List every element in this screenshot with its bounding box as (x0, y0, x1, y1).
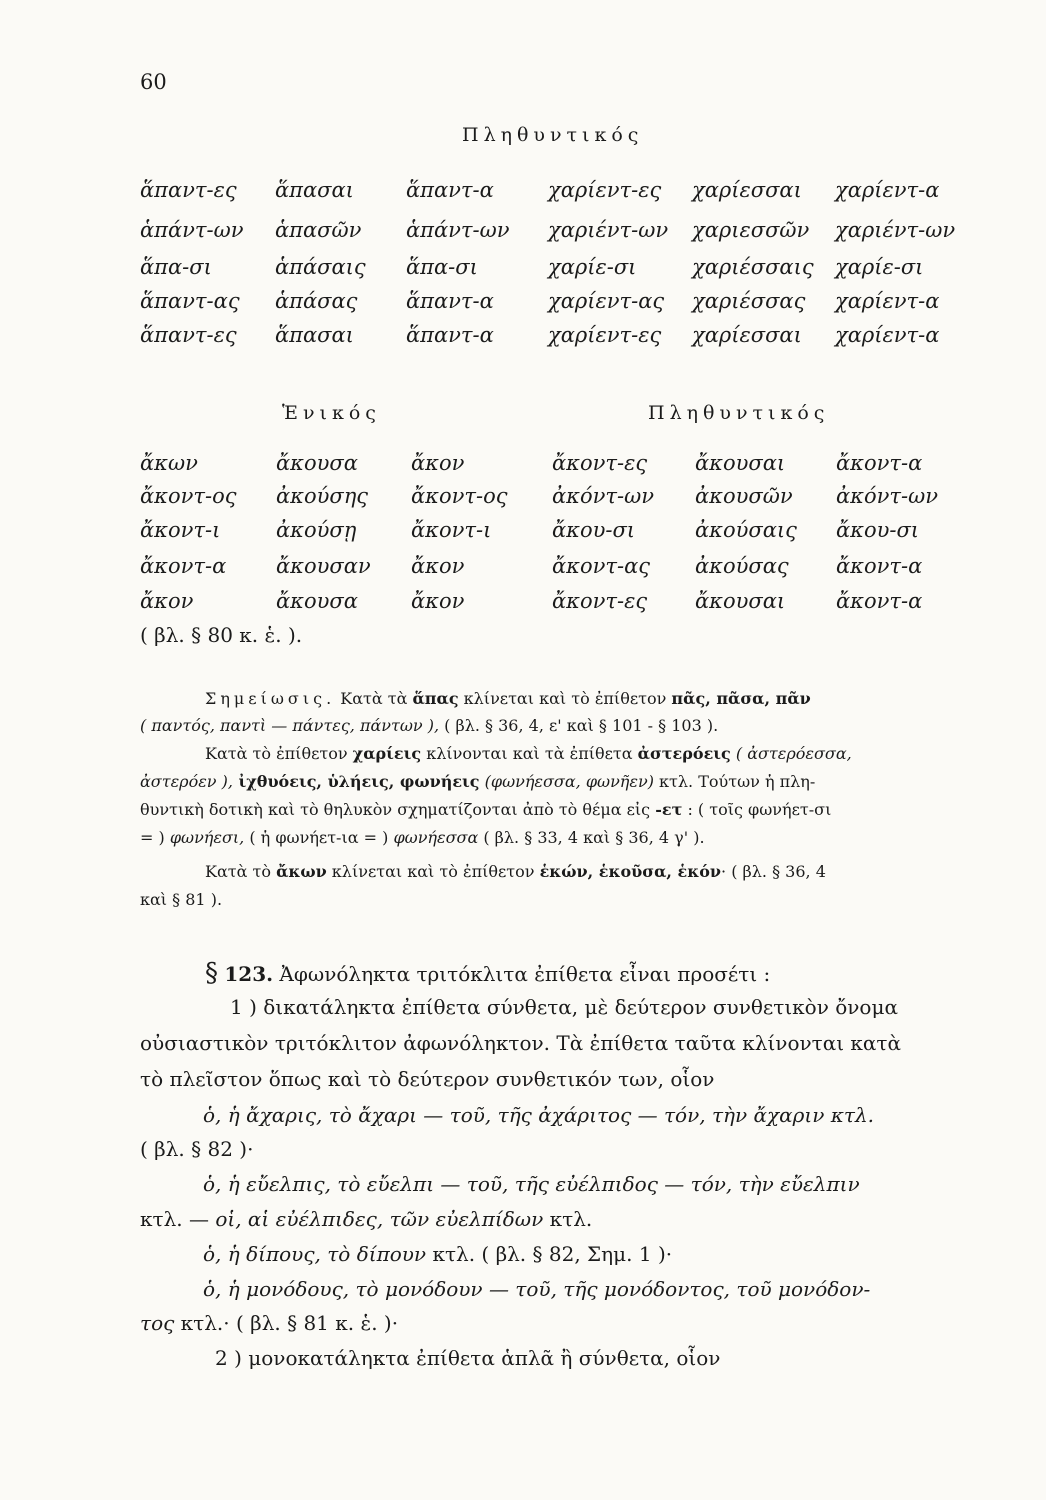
table-cell: ἅπα-σι (406, 255, 478, 279)
note-bold: πᾶς, πᾶσα, πᾶν (671, 689, 811, 708)
table-cell: χαριέσσαις (692, 255, 814, 279)
note-text: κλίνονται καὶ τὰ ἐπίθετα (421, 744, 638, 763)
note-text: ( βλ. § 33, 4 καὶ § 36, 4 γ' ). (478, 828, 705, 847)
table-cell: χαρίεντ-α (835, 178, 940, 202)
example-line: ὁ, ἡ εὔελπις, τὸ εὔελπι — τοῦ, τῆς εὐέλπιδος — τόν, τὴν εὔελπιν (203, 1172, 860, 1196)
note-bold: χαρίεις (352, 744, 422, 763)
table-cell: ἄκοντ-α (836, 451, 923, 475)
table-cell: ἄκου-σι (836, 518, 920, 542)
example-line: ὁ, ἡ μονόδους, τὸ μονόδουν — τοῦ, τῆς μονόδοντος, τοῦ μονόδον- (203, 1277, 871, 1301)
example-text: κτλ. ( βλ. § 82, Σημ. 1 )· (426, 1242, 673, 1266)
example-italic: ὁ, ἡ δίπους, τὸ δίπουν (203, 1242, 427, 1266)
note-italic: ( ἀστερόεσσα, (730, 744, 852, 763)
table-cell: ἅπα-σι (140, 255, 212, 279)
table-cell: ἅπαντ-ες (140, 178, 237, 202)
section-line: τὸ πλεῖστον ὅπως καὶ τὸ δεύτερον συνθετικόν των, οἷον (140, 1067, 715, 1091)
table-cell: ἅπαντ-α (406, 289, 494, 313)
table-cell: χαρίεσσαι (692, 323, 802, 347)
page-number: 60 (140, 70, 167, 94)
table-cell: ἄκοντ-ες (552, 451, 648, 475)
table2-reference: ( βλ. § 80 κ. ἑ. ). (140, 623, 303, 647)
table-cell: ἁπάντ-ων (140, 218, 244, 242)
note-text: : ( τοῖς φωνήετ-σι (682, 800, 832, 819)
table-cell: χαρίεντ-α (835, 323, 940, 347)
note-line (205, 744, 852, 763)
note-italic: (φωνήεσσα, φωνῆεν) (479, 772, 654, 791)
note-italic: φωνήεσσα (393, 828, 479, 847)
table-cell: ἄκοντ-α (836, 589, 923, 613)
table-cell: χαριεσσῶν (692, 218, 810, 242)
table-cell: ἅπαντ-α (406, 323, 494, 347)
table-cell: ἀκόντ-ων (552, 484, 654, 508)
table-cell: χαρίε-σι (835, 255, 924, 279)
table-cell: ἄκουσαι (695, 451, 786, 475)
table-cell: ἄκοντ-ι (140, 518, 221, 542)
table-cell: ἀκούσῃ (276, 518, 357, 542)
table-cell: ἅπαντ-ες (140, 323, 237, 347)
note-text: = ) (140, 828, 170, 847)
section-heading (205, 958, 770, 988)
note-bold: ἑκών, ἑκοῦσα, ἑκόν (539, 862, 722, 881)
note-italic: φωνήεσι, (169, 828, 245, 847)
note-line (140, 800, 831, 819)
section-line: οὐσιαστικὸν τριτόκλιτον ἀφωνόληκτον. Τὰ ἐπίθετα ταῦτα κλίνονται κατὰ (140, 1031, 902, 1055)
table2-heading-plural: Πληθυντικός (648, 402, 830, 424)
section-number: 123. (224, 962, 274, 986)
table-cell: ἀκούσαις (695, 518, 797, 542)
note-text: · ( βλ. § 36, 4 (721, 862, 826, 881)
table-cell: ἄκοντ-ος (140, 484, 237, 508)
table-cell: ἄκοντ-ος (411, 484, 508, 508)
table-cell: χαρίεντ-α (835, 289, 940, 313)
note-text: Κατὰ τὸ (205, 862, 277, 881)
note-line: καὶ § 81 ). (140, 890, 223, 909)
table-cell: ἄκουσα (276, 451, 358, 475)
note-line (140, 828, 705, 847)
table-cell: ἄκων (140, 451, 198, 475)
table-cell: χαριέντ-ων (835, 218, 956, 242)
table-cell: ἀκούσας (695, 554, 789, 578)
table-cell: ἄκου-σι (552, 518, 636, 542)
table-cell: ἁπάσαις (275, 255, 366, 279)
table-cell: χαρίεσσαι (692, 178, 802, 202)
table-cell: ἀκουσῶν (695, 484, 793, 508)
note-text: ( βλ. § 36, 4, ε' καὶ § 101 - § 103 ). (439, 716, 719, 735)
table-cell: ἄκον (140, 589, 194, 613)
note-italic: ἀστερόεν ), (140, 772, 233, 791)
note-text: κτλ. Τούτων ἡ πλη- (653, 772, 816, 791)
table-cell: ἅπασαι (275, 323, 354, 347)
section-title: Ἀφωνόληκτα τριτόκλιτα ἐπίθετα εἶναι προσέτι : (273, 962, 771, 986)
example-line (140, 1311, 398, 1335)
table-cell: ἅπαντ-α (406, 178, 494, 202)
note-text: ( ἡ φωνήετ-ια = ) (244, 828, 394, 847)
table-cell: ἄκον (411, 554, 465, 578)
note-italic: ( παντός, παντὶ — πάντες, πάντων ), (140, 716, 440, 735)
note-bold: ἄκων (276, 862, 327, 881)
note-line (205, 862, 826, 881)
note-text: κλίνεται καὶ τὸ ἐπίθετον (458, 689, 672, 708)
table-cell: ἁπασῶν (275, 218, 362, 242)
note-line (140, 772, 815, 791)
note-bold: -ετ (655, 800, 683, 819)
table-cell: ἄκον (411, 589, 465, 613)
table-cell: ἄκοντ-α (836, 554, 923, 578)
note-line (140, 716, 718, 735)
example-text: κτλ. (543, 1207, 593, 1231)
table-cell: ἀκόντ-ων (836, 484, 938, 508)
example-line: ( βλ. § 82 )· (140, 1137, 254, 1161)
table-cell: χαρίε-σι (548, 255, 637, 279)
table-cell: χαρίεντ-ας (548, 289, 665, 313)
note-bold: ἰχθυόεις, ὑλήεις, φωνήεις (232, 772, 480, 791)
note-text: κλίνεται καὶ τὸ ἐπίθετον (326, 862, 540, 881)
table-cell: χαριέσσας (692, 289, 806, 313)
table1-heading: Πληθυντικός (462, 124, 644, 146)
table-cell: ἄκοντ-α (140, 554, 227, 578)
example-line (140, 1207, 592, 1231)
section-symbol: § (205, 958, 218, 988)
note-bold: ἀστερόεις (637, 744, 731, 763)
note-text: θυντικὴ δοτικὴ καὶ τὸ θηλυκὸν σχηματίζονται ἀπὸ τὸ θέμα εἰς (140, 800, 656, 819)
table-cell: χαρίεντ-ες (548, 323, 662, 347)
table-cell: ἄκουσαι (695, 589, 786, 613)
example-line (203, 1242, 672, 1266)
table-cell: ἄκουσαν (276, 554, 371, 578)
table-cell: ἁπάσας (275, 289, 358, 313)
table-cell: ἄκουσα (276, 589, 358, 613)
example-line: ὁ, ἡ ἄχαρις, τὸ ἄχαρι — τοῦ, τῆς ἀχάριτος — τόν, τὴν ἄχαριν κτλ. (203, 1103, 874, 1127)
table-cell: ἁπάντ-ων (406, 218, 510, 242)
table-cell: χαριέντ-ων (548, 218, 669, 242)
note-text: Κατὰ τὰ (335, 689, 413, 708)
table-cell: ἄκοντ-ι (411, 518, 492, 542)
table-cell: ἅπαντ-ας (140, 289, 240, 313)
example-italic: οἱ, αἱ εὐέλπιδες, τῶν εὐελπίδων (215, 1207, 544, 1231)
table-cell: ἄκοντ-ας (552, 554, 651, 578)
note-text: Κατὰ τὸ ἐπίθετον (205, 744, 353, 763)
note-line (205, 689, 811, 708)
table-cell: ἀκούσης (276, 484, 369, 508)
example-italic: τος (140, 1311, 175, 1335)
section-line: 2 ) μονοκατάληκτα ἐπίθετα ἁπλᾶ ἢ σύνθετα, οἷον (215, 1346, 721, 1370)
example-text: κτλ.· ( βλ. § 81 κ. ἑ. )· (174, 1311, 399, 1335)
table-cell: ἄκον (411, 451, 465, 475)
note-bold: ἅπας (412, 689, 459, 708)
table-cell: ἅπασαι (275, 178, 354, 202)
table-cell: χαρίεντ-ες (548, 178, 662, 202)
note-label: Σημείωσις. (205, 689, 336, 708)
section-line: 1 ) δικατάληκτα ἐπίθετα σύνθετα, μὲ δεύτερον συνθετικὸν ὄνομα (230, 995, 898, 1019)
table-cell: ἄκοντ-ες (552, 589, 648, 613)
example-text: κτλ. — (140, 1207, 216, 1231)
table2-heading-singular: Ἑνικός (282, 402, 381, 424)
